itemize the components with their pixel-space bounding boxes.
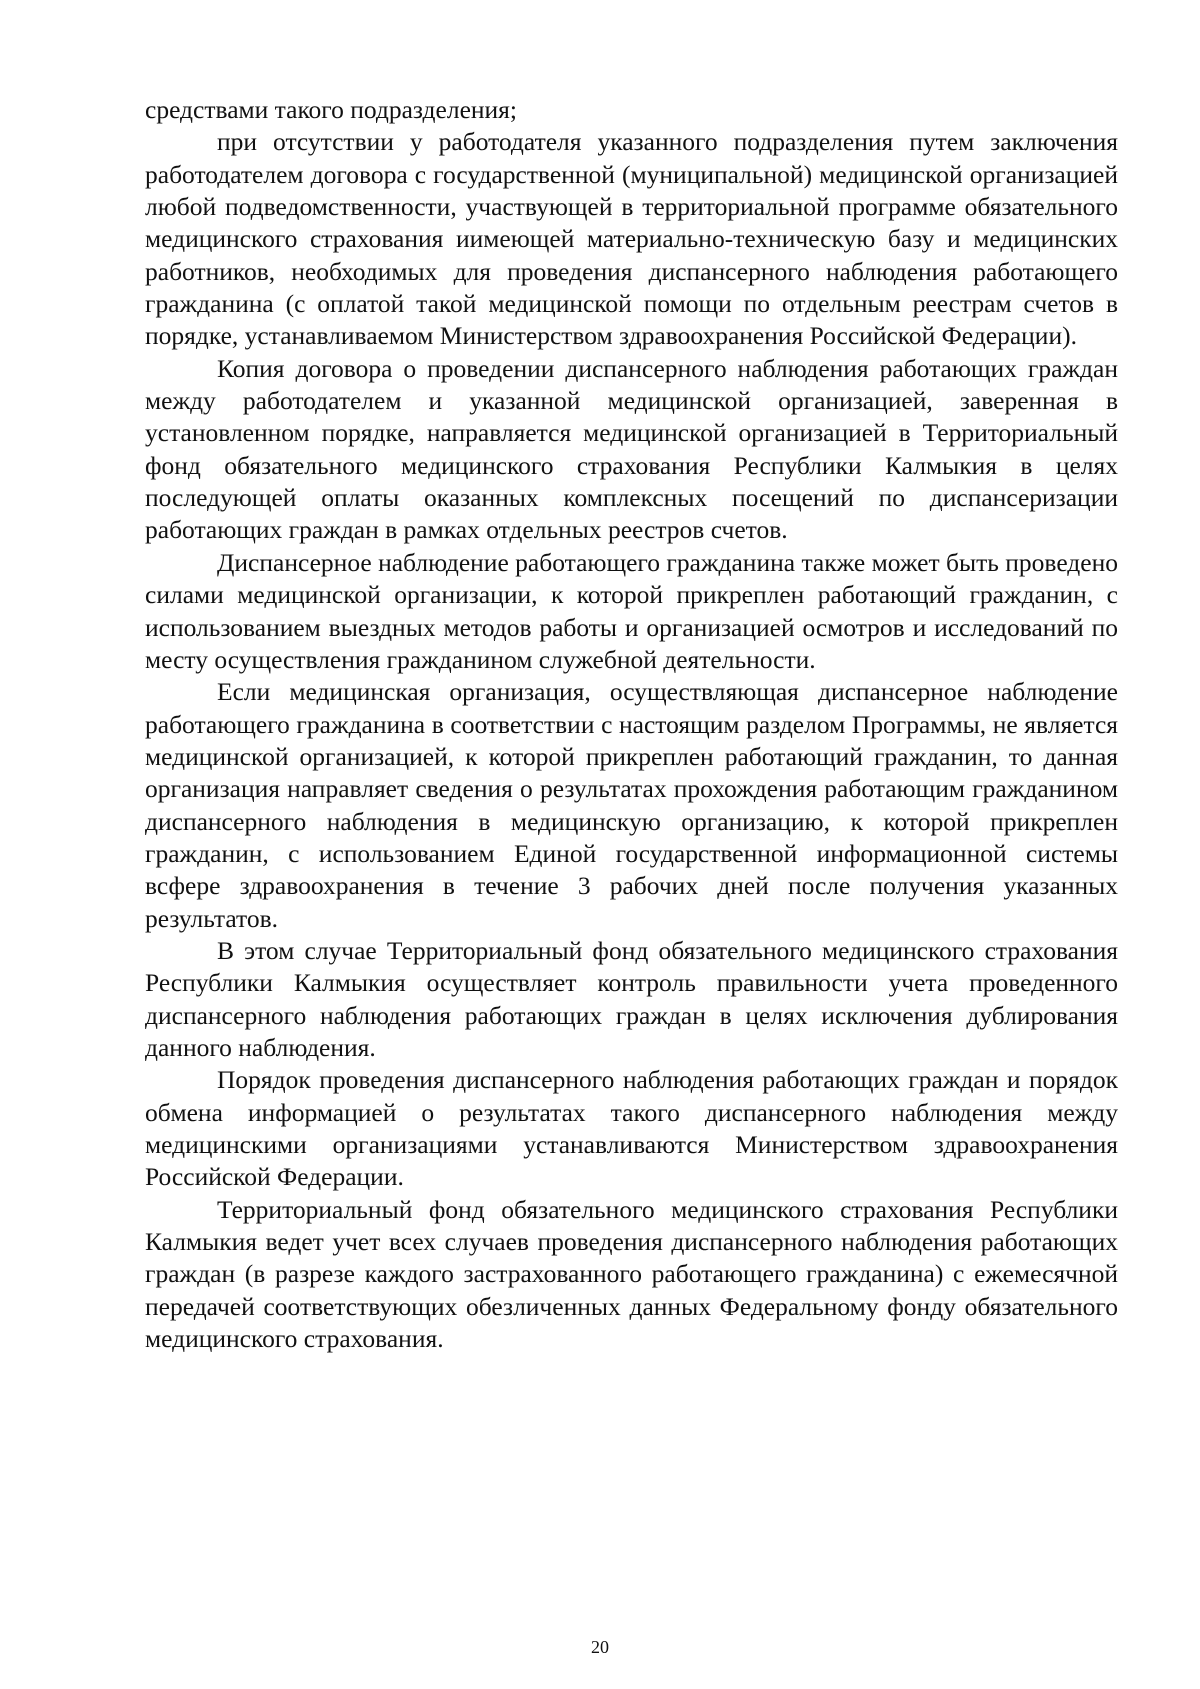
paragraph-onsite-observation: Диспансерное наблюдение работающего гражданина также может быть проведено силами медицинской организации, к которой прикреплен работающий гражданин, с использованием выездных методов работы и организацией осмотров и исследований по месту осуществления гражданином служебной деятельности. bbox=[145, 547, 1118, 674]
document-body bbox=[145, 94, 1118, 1355]
paragraph-results-transfer: Если медицинская организация, осуществляющая диспансерное наблюдение работающего гражданина в соответствии с настоящим разделом Программы, не является медицинской организацией, к которой прикреплен работающий гражданин, то данная организация направляет сведения о результатах прохождения работающим гражданином диспансерного наблюдения в медицинскую организацию, к которой прикреплен гражданин, с использованием Единой государственной информационной системы всфере здравоохранения в течение 3 рабочих дней после получения указанных результатов. bbox=[145, 677, 1118, 933]
paragraph-continuation: средствами такого подразделения; bbox=[145, 95, 517, 124]
paragraph-procedure: Порядок проведения диспансерного наблюдения работающих граждан и порядок обмена информацией о результатах такого диспансерного наблюдения между медицинскими организациями устанавливаются Министерством здравоохранения Российской Федерации. bbox=[145, 1065, 1118, 1192]
paragraph-fund-accounting: Территориальный фонд обязательного медицинского страхования Республики Калмыкия ведет учет всех случаев проведения диспансерного наблюдения работающих граждан (в разрезе каждого застрахованного работающего гражданина) с ежемесячной передачей соответствующих обезличенных данных Федеральному фонду обязательного медицинского страхования. bbox=[145, 1194, 1118, 1354]
page-number: 20 bbox=[591, 1637, 609, 1657]
paragraph-employer-contract: при отсутствии у работодателя указанного подразделения путем заключения работодателем договора с государственной (муниципальной) медицинской организацией любой подведомственности, участвующей в территориальной программе обязательного медицинского страхования иимеющей материально-техническую базу и медицинских работников, необходимых для проведения диспансерного наблюдения работающего гражданина (с оплатой такой медицинской помощи по отдельным реестрам счетов в порядке, устанавливаемом Министерством здравоохранения Российской Федерации). bbox=[145, 127, 1118, 351]
paragraph-contract-copy: Копия договора о проведении диспансерного наблюдения работающих граждан между работодателем и указанной медицинской организацией, заверенная в установленном порядке, направляется медицинской организацией в Территориальный фонд обязательного медицинского страхования Республики Калмыкия в целях последующей оплаты оказанных комплексных посещений по диспансеризации работающих граждан в рамках отдельных реестров счетов. bbox=[145, 353, 1118, 545]
paragraph-fund-control: В этом случае Территориальный фонд обязательного медицинского страхования Республики Калмыкия осуществляет контроль правильности учета проведенного диспансерного наблюдения работающих граждан в целях исключения дублирования данного наблюдения. bbox=[145, 935, 1118, 1062]
